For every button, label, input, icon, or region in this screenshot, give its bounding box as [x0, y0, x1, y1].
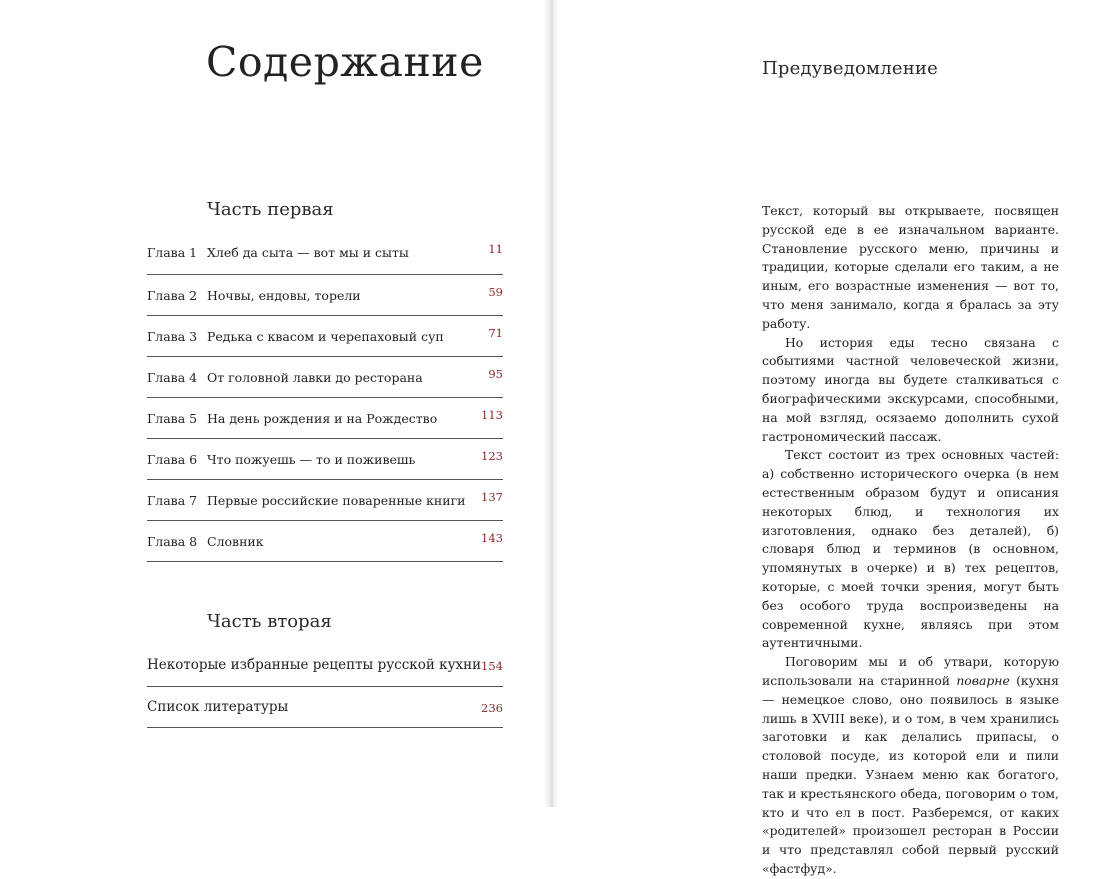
right-page	[552, 0, 1107, 876]
chapter-title: Что пожуешь — то и поживешь	[207, 452, 416, 467]
preface-paragraph-4	[762, 653, 1059, 879]
page-number: 154	[481, 659, 503, 673]
page-number: 123	[481, 449, 503, 463]
page-number: 11	[488, 242, 503, 256]
chapter-label: Глава 4	[147, 370, 198, 385]
paragraph-4-text-start: Поговорим мы и об утвари, которую использовали на старинной	[762, 654, 1059, 688]
toc-entry-chapter-5[interactable]	[147, 398, 503, 439]
chapter-title: Первые российские поваренные книги	[207, 493, 466, 508]
chapter-title: От головной лавки до ресторана	[207, 370, 423, 385]
left-page	[0, 0, 552, 807]
page-number: 236	[481, 701, 503, 715]
chapter-label: Глава 3	[147, 329, 198, 344]
entry-title: Некоторые избранные рецепты русской кухни	[147, 657, 482, 673]
toc-entry-chapter-4[interactable]	[147, 357, 503, 398]
part-two-title: Часть вторая	[207, 611, 332, 632]
chapter-title: Редька с квасом и черепаховый суп	[207, 329, 444, 344]
toc-title: Содержание	[206, 38, 484, 86]
toc-entry-chapter-2[interactable]	[147, 275, 503, 316]
chapter-label: Глава 8	[147, 534, 198, 549]
part-two-toc-list	[147, 648, 503, 728]
preface-paragraph-1: Текст, который вы открываете, посвящен русской еде в ее изначальном варианте. Становление русского меню, причины и традиции, которые сделали его таким, а не иным, его возрастные изменения — вот то, что меня занимало, когда я бралась за эту работу.	[762, 203, 1059, 331]
part-one-toc-list	[147, 240, 503, 562]
toc-entry-chapter-7[interactable]	[147, 480, 503, 521]
preface-body	[762, 202, 1059, 879]
chapter-label: Глава 1	[147, 245, 198, 260]
page-number: 137	[481, 490, 503, 504]
page-number: 59	[488, 285, 503, 299]
chapter-title: Ночвы, ендовы, торели	[207, 288, 361, 303]
chapter-title: Словник	[207, 534, 264, 549]
toc-entry-chapter-3[interactable]	[147, 316, 503, 357]
page-number: 113	[481, 408, 503, 422]
toc-entry-bibliography[interactable]	[147, 687, 503, 728]
chapter-label: Глава 6	[147, 452, 198, 467]
preface-title: Предуведомление	[762, 58, 938, 79]
toc-entry-chapter-1[interactable]	[147, 240, 503, 275]
toc-entry-chapter-8[interactable]	[147, 521, 503, 562]
page-number: 71	[488, 326, 503, 340]
chapter-label: Глава 2	[147, 288, 198, 303]
toc-entry-recipes[interactable]	[147, 648, 503, 687]
page-number: 143	[481, 531, 503, 545]
part-one-title: Часть первая	[207, 199, 334, 220]
paragraph-4-text-end: (кухня — немецкое слово, оно появилось в языке лишь в XVIII веке), и о том, в чем хранились заготовки и как делались припасы, о столовой посуде, из которой ели и пили наши предки. Узнаем меню как богатого, так и крестьянского обеда, поговорим о том, кто и что ел в пост. Разберемся, от каких «родителей» произошел ресторан в России и что представлял собой первый русский «фастфуд».	[762, 672, 1060, 876]
page-number: 95	[488, 367, 503, 381]
chapter-title: Хлеб да сыта — вот мы и сыты	[207, 245, 409, 260]
preface-paragraph-2: Но история еды тесно связана с событиями частной человеческой жизни, поэтому иногда вы будете сталкиваться с биографическими экскурсами, способными, на мой взгляд, осязаемо дополнить сухой гастрономический пассаж.	[762, 334, 1059, 444]
chapter-title: На день рождения и на Рождество	[207, 411, 438, 426]
preface-paragraph-3: Текст состоит из трех основных частей: а) собственно исторического очерка (в нем естественным образом будут и описания некоторых блюд, и технология их изготовления, однако без деталей), б) словаря блюд и терминов (в основном, упомянутых в очерке) и в) тех рецептов, которые, с моей точки зрения, могут быть без особого труда воспроизведены на современной кухне, являясь при этом аутентичными.	[762, 447, 1059, 651]
toc-entry-chapter-6[interactable]	[147, 439, 503, 480]
chapter-label: Глава 5	[147, 411, 198, 426]
chapter-label: Глава 7	[147, 493, 198, 508]
paragraph-4-emphasis: поварне	[956, 672, 1010, 688]
entry-title: Список литературы	[147, 699, 289, 715]
